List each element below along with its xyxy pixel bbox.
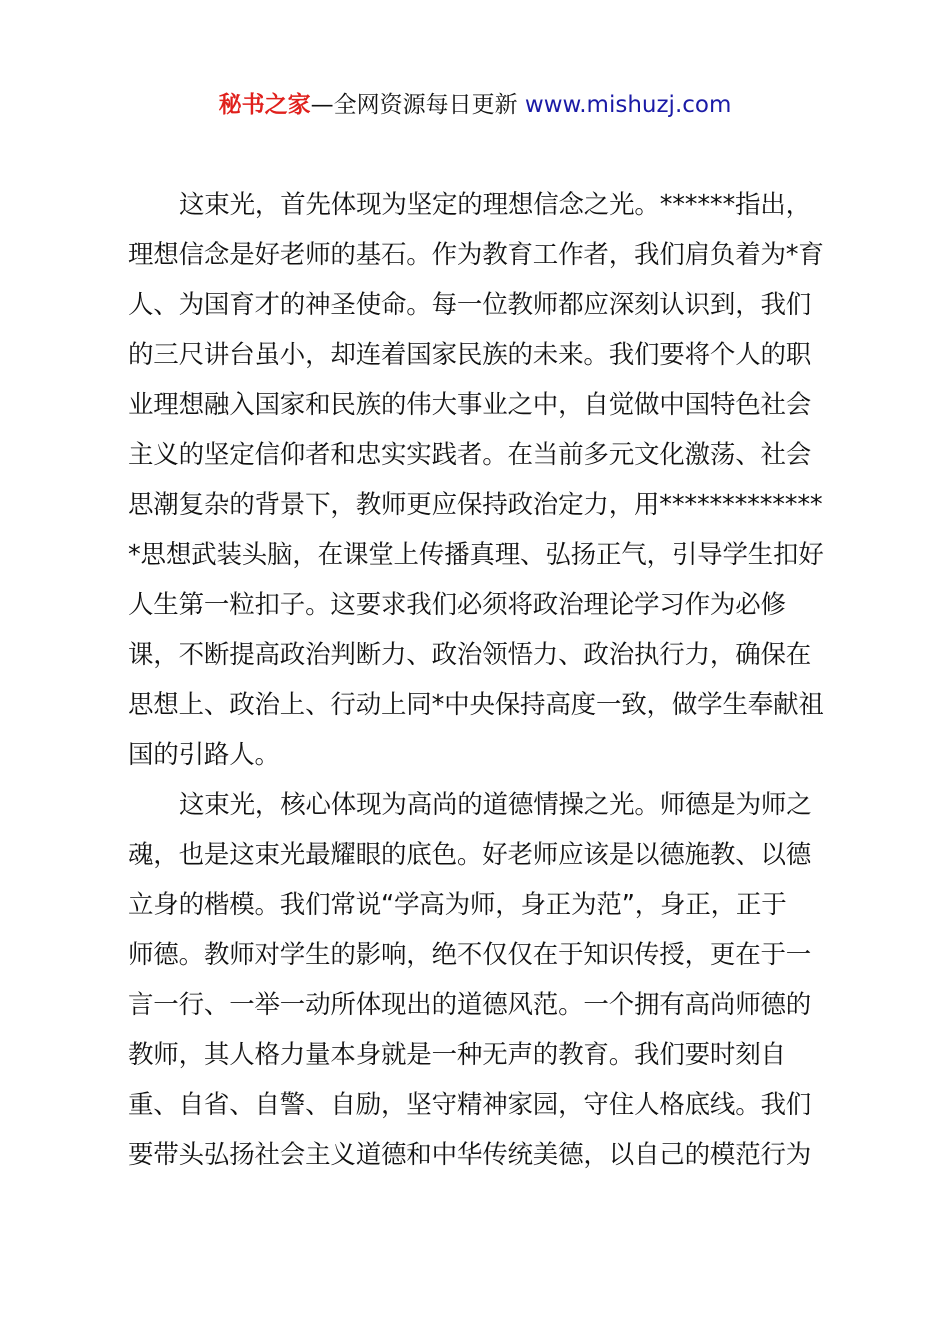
site-header (0, 88, 950, 122)
text-line: 立身的楷模。我们常说“学高为师，身正为范”，身正，正于 (128, 890, 787, 920)
text-line: 课，不断提高政治判断力、政治领悟力、政治执行力，确保在 (128, 640, 812, 670)
text-line: 要带头弘扬社会主义道德和中华传统美德，以自己的模范行为 (128, 1140, 812, 1170)
text-line: 业理想融入国家和民族的伟大事业之中，自觉做中国特色社会 (128, 390, 812, 420)
text-line: 魂，也是这束光最耀眼的底色。好老师应该是以德施教、以德 (128, 840, 812, 870)
text-line: 重、自省、自警、自励，坚守精神家园，守住人格底线。我们 (128, 1090, 812, 1120)
text-line: 师德。教师对学生的影响，绝不仅仅在于知识传授，更在于一 (128, 940, 812, 970)
text-line: *思想武装头脑，在课堂上传播真理、弘扬正气，引导学生扣好 (128, 540, 824, 570)
site-brand: 秘书之家 (218, 92, 311, 118)
site-url-link[interactable]: www.mishuzj.com (524, 92, 732, 118)
text-line: 国的引路人。 (128, 740, 280, 770)
text-line: 思想上、政治上、行动上同*中央保持高度一致，做学生奉献祖 (128, 690, 824, 720)
text-line: 理想信念是好老师的基石。作为教育工作者，我们肩负着为*育 (128, 240, 824, 270)
site-tagline: —全网资源每日更新 (310, 92, 525, 118)
text-line: 人生第一粒扣子。这要求我们必须将政治理论学习作为必修 (128, 590, 786, 620)
text-line: 人、为国育才的神圣使命。每一位教师都应深刻认识到，我们 (128, 290, 812, 320)
text-line: 教师，其人格力量本身就是一种无声的教育。我们要时刻自 (128, 1040, 786, 1070)
text-line: 这束光，核心体现为高尚的道德情操之光。师德是为师之 (179, 790, 812, 820)
document-body (128, 180, 834, 1180)
text-line: 这束光，首先体现为坚定的理想信念之光。******指出， (179, 190, 811, 220)
text-line: 的三尺讲台虽小，却连着国家民族的未来。我们要将个人的职 (128, 340, 812, 370)
text-line: 思潮复杂的背景下，教师更应保持政治定力，用************* (128, 490, 823, 520)
text-line: 主义的坚定信仰者和忠实实践者。在当前多元文化激荡、社会 (128, 440, 812, 470)
paragraph-morality (128, 780, 834, 1180)
text-line: 言一行、一举一动所体现出的道德风范。一个拥有高尚师德的 (128, 990, 812, 1020)
paragraph-ideals (128, 180, 834, 780)
